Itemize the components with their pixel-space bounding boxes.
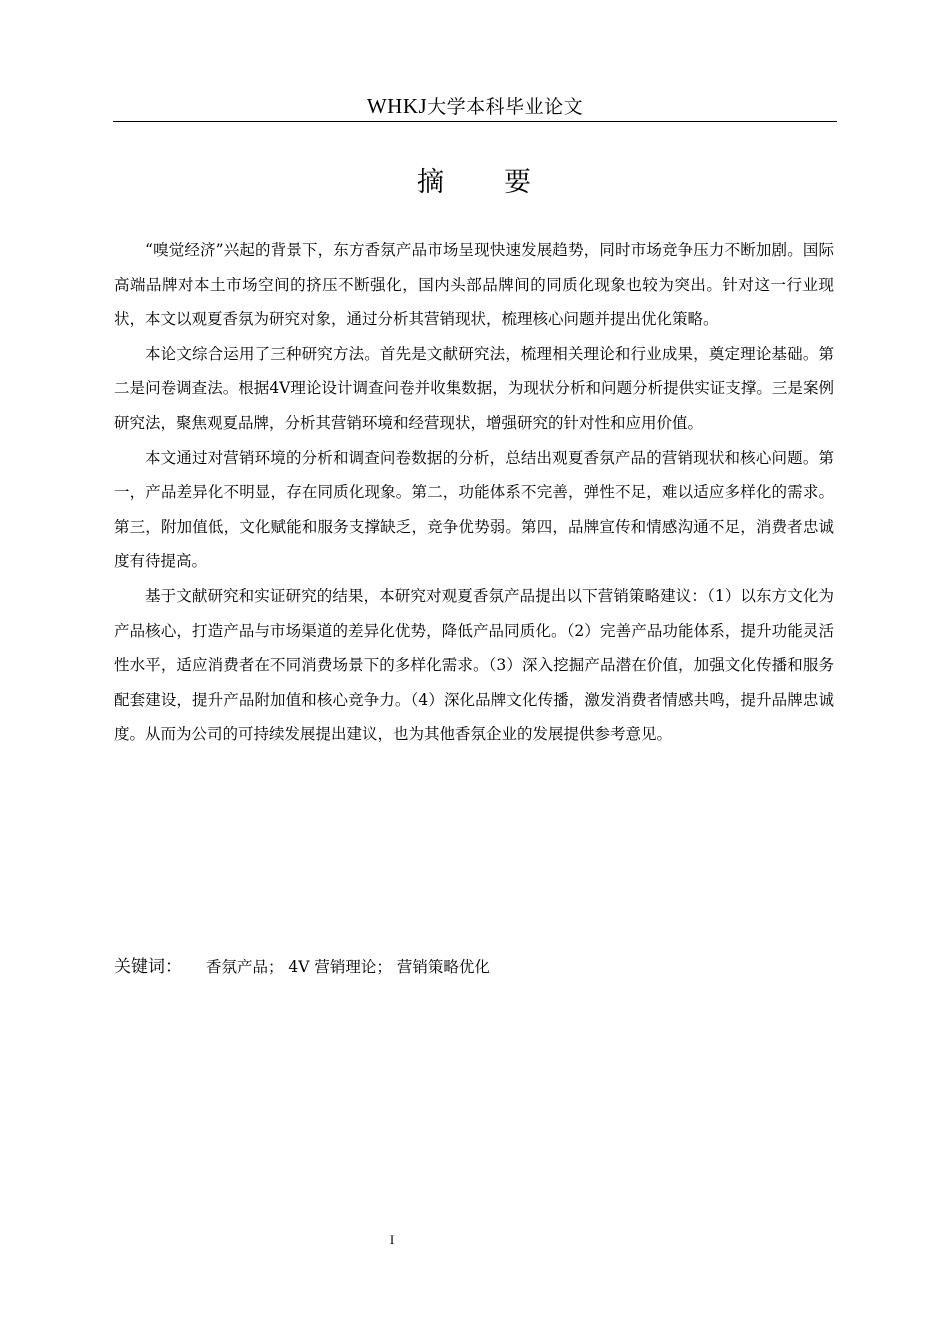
abstract-body xyxy=(114,233,834,752)
header-title: 大学本科毕业论文 xyxy=(427,96,584,118)
abstract-title xyxy=(113,166,837,200)
header-prefix: WHKJ xyxy=(366,94,428,118)
abstract-paragraph-2: 本论文综合运用了三种研究方法。首先是文献研究法，梳理相关理论和行业成果，奠定理论基础。第二是问卷调查法。根据4V理论设计调查问卷并收集数据，为现状分析和问题分析提供实证支撑。三是案例研究法，聚焦观夏品牌，分析其营销环境和经营现状，增强研究的针对性和应用价值。 xyxy=(114,344,834,432)
abstract-paragraph-3: 本文通过对营销环境的分析和调查问卷数据的分析，总结出观夏香氛产品的营销现状和核心问题。第一，产品差异化不明显，存在同质化现象。第二，功能体系不完善，弹性不足，难以适应多样化的需求。第三，附加值低，文化赋能和服务支撑缺乏，竞争优势弱。第四，品牌宣传和情感沟通不足，消费者忠诚度有待提高。 xyxy=(114,448,834,571)
abstract-title-char-2: 要 xyxy=(504,167,533,198)
abstract-paragraph-1: “嗅觉经济”兴起的背景下，东方香氛产品市场呈现快速发展趋势，同时市场竞争压力不断加剧。国际高端品牌对本土市场空间的挤压不断强化，国内头部品牌间的同质化现象也较为突出。针对这一行业现状，本文以观夏香氛为研究对象，通过分析其营销现状，梳理核心问题并提出优化策略。 xyxy=(114,241,834,329)
keywords-line xyxy=(114,953,834,981)
keywords-label: 关键词： xyxy=(114,957,182,977)
page-number: I xyxy=(389,1232,395,1247)
abstract-title-char-1: 摘 xyxy=(417,167,446,198)
abstract-paragraph-4: 基于文献研究和实证研究的结果，本研究对观夏香氛产品提出以下营销策略建议：（1）以东方文化为产品核心，打造产品与市场渠道的差异化优势，降低产品同质化。（2）完善产品功能体系，提升功能灵活性水平，适应消费者在不同消费场景下的多样化需求。（3）深入挖掘产品潜在价值，加强文化传播和服务配套建设，提升产品附加值和核心竞争力。（4）深化品牌文化传播，激发消费者情感共鸣，提升品牌忠诚度。从而为公司的可持续发展提出建议，也为其他香氛企业的发展提供参考意见。 xyxy=(114,586,834,744)
keywords-list: 香氛产品； 4V 营销理论； 营销策略优化 xyxy=(206,958,490,976)
header-divider xyxy=(113,121,837,122)
page-header xyxy=(113,94,837,122)
